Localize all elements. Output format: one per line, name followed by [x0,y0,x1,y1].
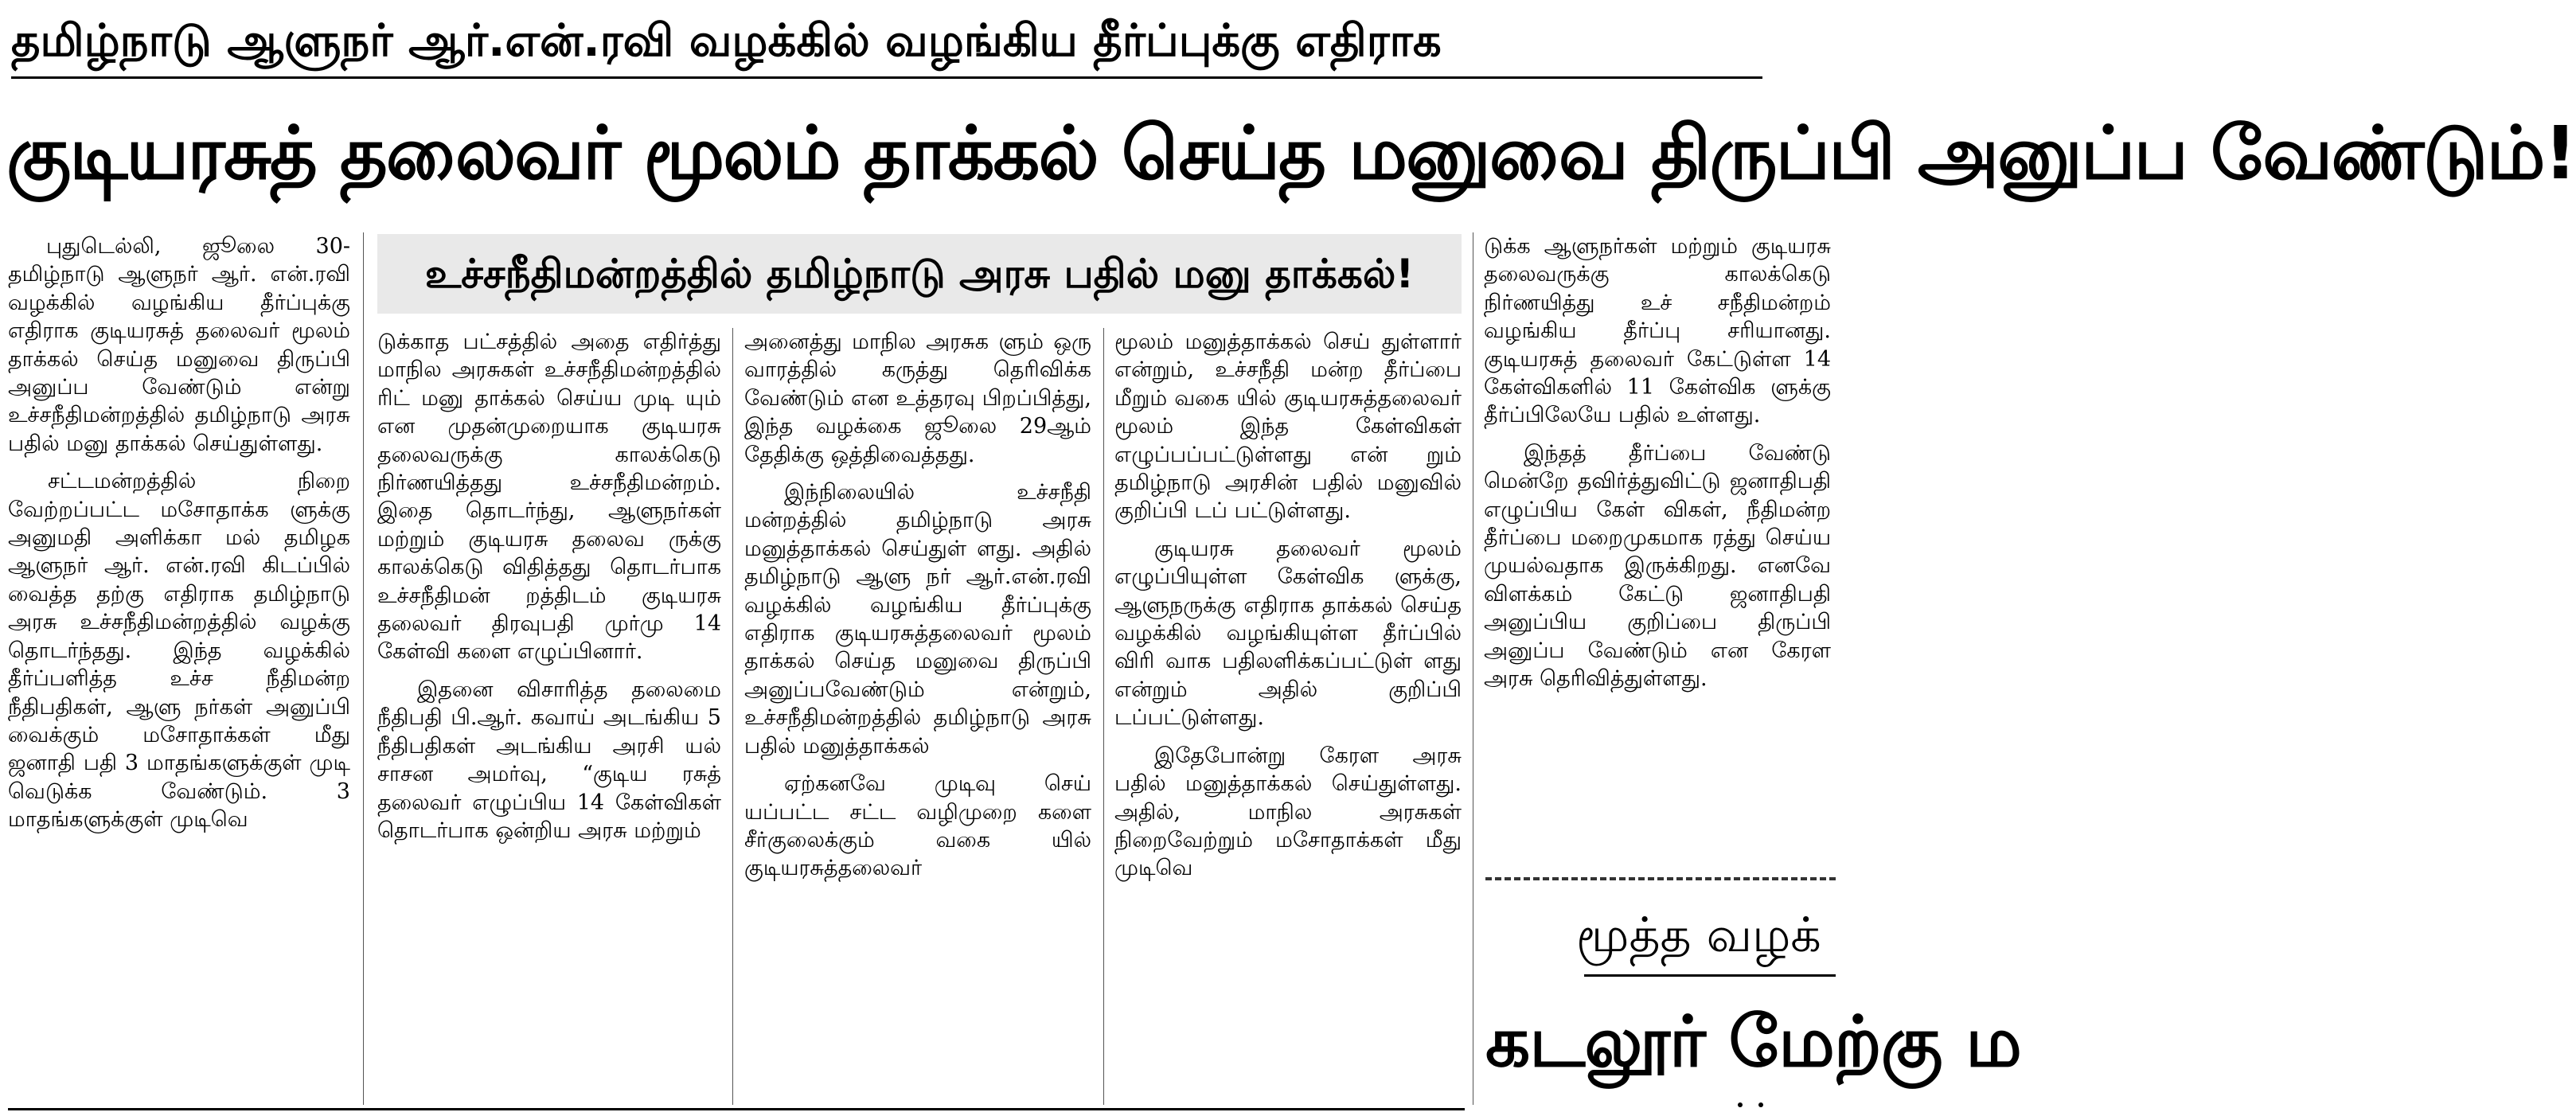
subhead-box [377,234,1462,314]
article-column-5 [1484,232,1831,869]
paragraph: புதுடெல்லி, ஜூலை 30- தமிழ்நாடு ஆளுநர் ஆர். என்.ரவி வழக்கில் வழங்கிய தீர்ப்புக்கு எதிராக குடியரசுத் தலைவர் மூலம் தாக்கல் செய்த மனுவை திருப்பி அனுப்ப வேண்டும் என்று உச்சநீதிமன்றத்தில் தமிழ்நாடு அரசு பதில் மனு தாக்கல் செய்துள்ளது. [8,234,350,456]
article-column-4 [1114,328,1462,1105]
paragraph: மூலம் மனுத்தாக்கல் செய் துள்ளார் என்றும், உச்சநீதி மன்ற தீர்ப்பை மீறும் வகை யில் குடியரசுத்தலைவர் மூலம் இந்த கேள்விகள் எழுப்பப்பட்டுள்ளது என் றும் தமிழ்நாடு அரசின் பதில் மனுவில் குறிப்பி டப் பட்டுள்ளது. [1114,330,1462,524]
story-separator [1485,877,1836,880]
paragraph: டுக்காத பட்சத்தில் அதை எதிர்த்து மாநில அரசுகள் உச்சநீதிமன்றத்தில் ரிட் மனு தாக்கல் செய்ய முடி யும் என முதன்முறையாக குடியரசு தலைவருக்கு காலக்கெடு நிர்ணயித்தது உச்சநீதிமன்றம். இதை தொடர்ந்து, ஆளுநர்கள் மற்றும் குடியரசு தலைவ ருக்கு காலக்கெடு விதித்தது தொடர்பாக உச்சநீதிமன் றத்திடம் குடியரசு தலைவர் திரவுபதி முர்மு 14 கேள்வி களை எழுப்பினார். [377,330,721,665]
subhead: உச்சநீதிமன்றத்தில் தமிழ்நாடு அரசு பதில் மனு தாக்கல்! [424,251,1415,297]
paragraph: சட்டமன்றத்தில் நிறை வேற்றப்பட்ட மசோதாக்க ளுக்கு அனுமதி அளிக்கா மல் தமிழக ஆளுநர் ஆர். என்.ரவி கிடப்பில் வைத்த தற்கு எதிராக தமிழ்நாடு அரசு உச்சநீதிமன்றத்தில் வழக்கு தொடர்ந்தது. இந்த வழக்கில் தீர்ப்பளித்த உச்ச நீதிமன்ற நீதிபதிகள், ஆளு நர்கள் அனுப்பி வைக்கும் மசோதாக்கள் மீது ஜனாதி பதி 3 மாதங்களுக்குள் முடி வெடுக்க வேண்டும். 3 மாதங்களுக்குள் முடிவெ [8,469,350,833]
article-column-1 [8,232,350,1105]
column-divider [1103,328,1104,1105]
column-divider [732,328,733,1105]
paragraph: குடியரசு தலைவர் மூலம் எழுப்பியுள்ள கேள்விக ளுக்கு, ஆளுநருக்கு எதிராக தாக்கல் செய்த வழக்கில் வழங்கியுள்ள தீர்ப்பில் விரி வாக பதிலளிக்கப்பட்டுள் ளது என்றும் அதில் குறிப்பி டப்பட்டுள்ளது. [1114,536,1462,731]
ellipsis-dots [1735,1100,1767,1110]
kicker-headline: தமிழ்நாடு ஆளுநர் ஆர்.என்.ரவி வழக்கில் வழங்கிய தீர்ப்புக்கு எதிராக [11,15,1442,67]
bottom-rule [8,1108,1465,1110]
paragraph: இந்தத் தீர்ப்பை வேண்டு மென்றே தவிர்த்துவிட்டு ஜனாதிபதி எழுப்பிய கேள் விகள், நீதிமன்ற தீர்ப்பை மறைமுகமாக ரத்து செய்ய முயல்வதாக இருக்கிறது. எனவே விளக்கம் கேட்டு ஜனாதிபதி அனுப்பிய குறிப்பை திருப்பி அனுப்ப வேண்டும் என கேரள அரசு தெரிவித்துள்ளது. [1484,440,1831,692]
paragraph: இந்நிலையில் உச்சநீதி மன்றத்தில் தமிழ்நாடு அரசு மனுத்தாக்கல் செய்துள் ளது. அதில் தமிழ்நாடு ஆளு நர் ஆர்.என்.ரவி வழக்கில் வழங்கிய தீர்ப்புக்கு எதிராக குடியரசுத்தலைவர் மூலம் தாக்கல் செய்த மனுவை திருப்பி அனுப்பவேண்டும் என்றும், உச்சநீதிமன்றத்தில் தமிழ்நாடு அரசு பதில் மனுத்தாக்கல் [744,480,1091,759]
kicker-underline [11,76,1762,79]
next-story-subhead-underline [1584,974,1836,977]
article-column-2 [377,328,721,1105]
paragraph: அனைத்து மாநில அரசுக ளும் ஒரு வாரத்தில் கருத்து தெரிவிக்க வேண்டும் என உத்தரவு பிறப்பித்து, இந்த வழக்கை ஜூலை 29ஆம் தேதிக்கு ஒத்திவைத்தது. [744,330,1091,467]
paragraph: இதேபோன்று கேரள அரசு பதில் மனுத்தாக்கல் செய்துள்ளது. அதில், மாநில அரசுகள் நிறைவேற்றும் மசோதாக்கள் மீது முடிவெ [1114,743,1462,881]
next-story-headline: கடலூர் மேற்கு ம [1485,1001,2021,1083]
next-story-subhead: மூத்த வழக் [1576,907,1821,963]
main-headline: குடியரசுத் தலைவர் மூலம் தாக்கல் செய்த மனுவை திருப்பி அனுப்ப வேண்டும்! [6,111,2576,196]
paragraph: ஏற்கனவே முடிவு செய் யப்பட்ட சட்ட வழிமுறை களை சீர்குலைக்கும் வகை யில் குடியரசுத்தலைவர் [744,771,1091,881]
paragraph: டுக்க ஆளுநர்கள் மற்றும் குடியரசு தலைவருக்கு காலக்கெடு நிர்ணயித்து உச் சநீதிமன்றம் வழங்கிய தீர்ப்பு சரியானது. குடியரசுத் தலைவர் கேட்டுள்ள 14 கேள்விகளில் 11 கேள்விக ளுக்கு தீர்ப்பிலேயே பதில் உள்ளது. [1484,234,1831,428]
article-column-3 [744,328,1091,1105]
column-divider [363,232,364,1105]
paragraph: இதனை விசாரித்த தலைமை நீதிபதி பி.ஆர். கவாய் அடங்கிய 5 நீதிபதிகள் அடங்கிய அரசி யல் சாசன அமர்வு, “குடிய ரசுத் தலைவர் எழுப்பிய 14 கேள்விகள் தொடர்பாக ஒன்றிய அரசு மற்றும் [377,677,721,843]
